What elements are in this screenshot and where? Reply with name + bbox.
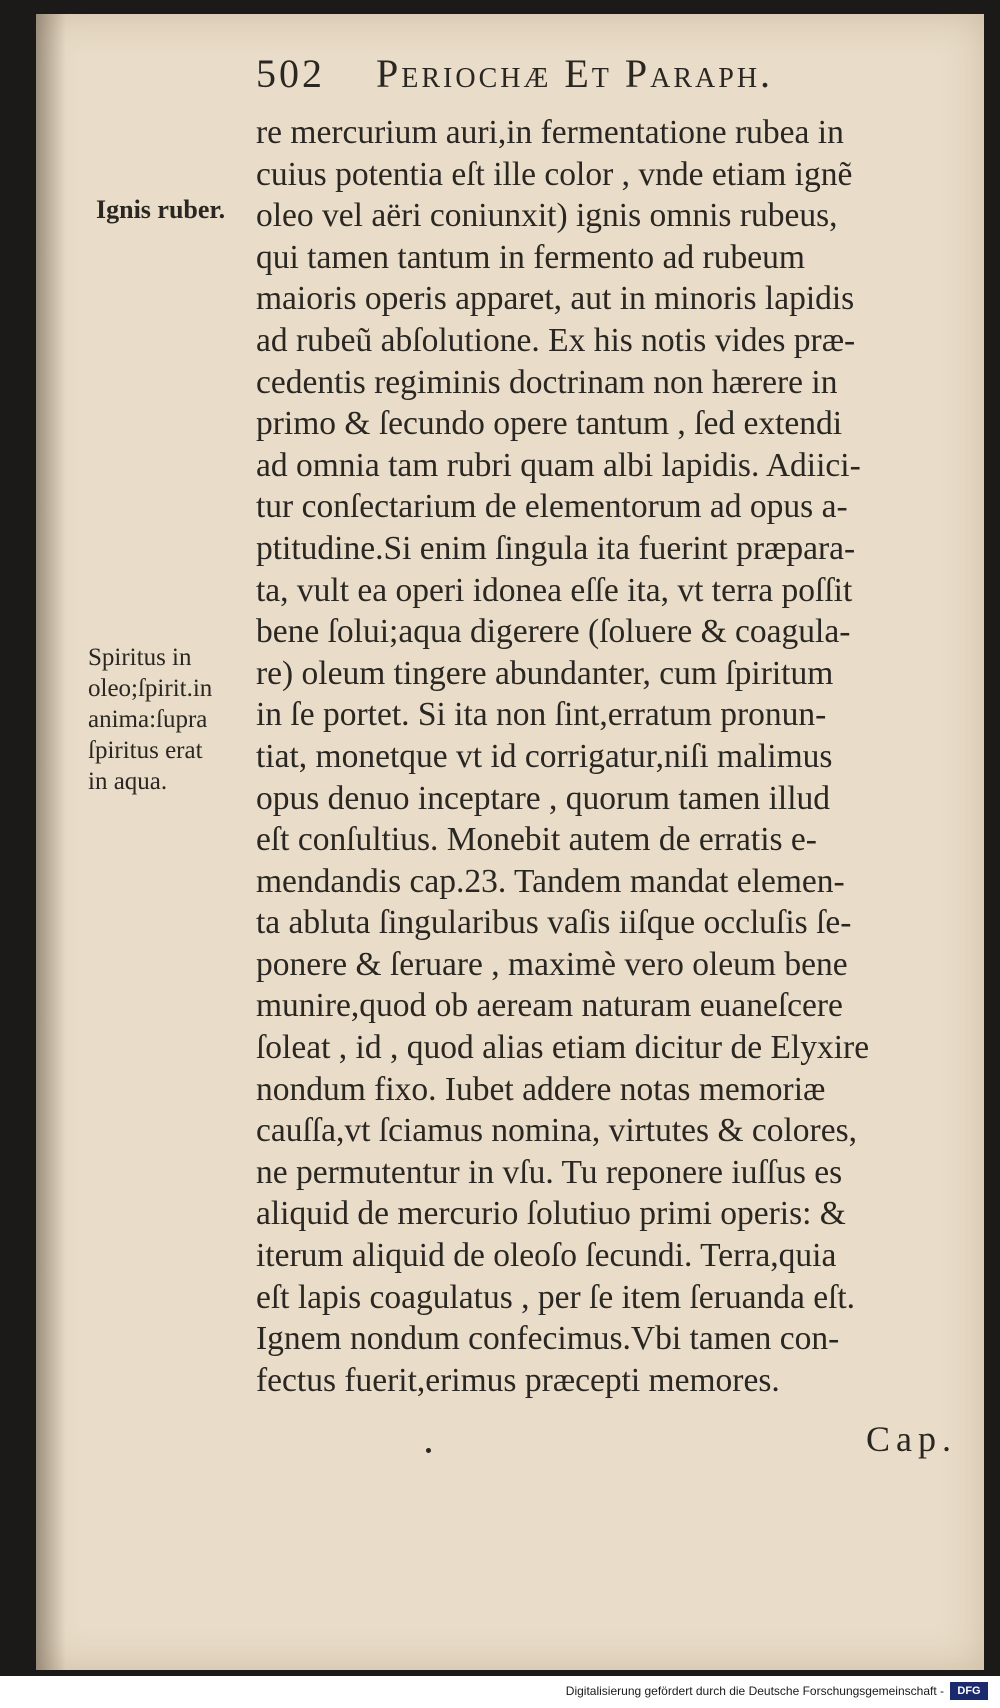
body-line: opus denuo inceptare , quorum tamen illud: [256, 779, 831, 817]
body-line: re mercurium auri,in fermentatione rubea in: [256, 114, 844, 151]
body-line: primo & ſecundo opere tantum , ſed extendi: [256, 405, 843, 443]
footer-credit: Digitalisierung gefördert durch die Deutsche Forschungsgemeinschaft -: [565, 1684, 944, 1698]
marginal-line: oleo;ſpirit.in: [88, 675, 213, 702]
body-line: ne permutentur in vſu. Tu reponere iuſſus es: [256, 1153, 843, 1191]
body-line: ad omnia tam rubri quam albi lapidis. Adiici-: [256, 446, 861, 484]
body-line: ta, vult ea operi idonea eſſe ita, vt terra poſſit: [256, 571, 853, 609]
body-line: ta abluta ſingularibus vaſis iiſque occluſis ſe-: [256, 904, 852, 942]
body-line: qui tamen tantum in fermento ad rubeum: [256, 238, 805, 276]
body-line: in ſe portet. Si ita non ſint,erratum pronun-: [256, 696, 827, 734]
body-line: cedentis regiminis doctrinam non hærere in: [256, 363, 838, 401]
running-title: Periochæ Et Paraph.: [376, 51, 774, 96]
marginal-line: Spiritus in: [88, 644, 192, 671]
body-line: oleo vel aëri coniunxit) ignis omnis rubeus,: [256, 197, 838, 235]
catchword: Cap.: [866, 1419, 957, 1459]
body-line: bene ſolui;aqua digerere (ſoluere & coagula-: [256, 613, 851, 651]
body-text: [256, 112, 956, 1401]
body-line: aliquid de mercurio ſolutiuo primi operis: &: [256, 1195, 846, 1233]
body-line: mendandis cap.23. Tandem mandat elemen-: [256, 862, 845, 900]
body-line: ponere & ſeruare , maximè vero oleum bene: [256, 945, 848, 983]
body-line: re) oleum tingere abundanter, cum ſpiritum: [256, 654, 834, 692]
digitization-footer: [0, 1676, 1000, 1708]
body-line: tur conſectarium de elementorum ad opus a-: [256, 488, 848, 526]
marginal-line: in aqua.: [88, 768, 168, 795]
marginal-note-ignis: [96, 194, 225, 225]
dfg-logo-icon: DFG: [950, 1682, 988, 1700]
body-line: nondum fixo. Iubet addere notas memoriæ: [256, 1070, 826, 1108]
marginal-line: anima:ſupra: [88, 706, 208, 733]
body-line: cauſſa,vt ſciamus nomina, virtutes & colores,: [256, 1112, 857, 1150]
page-number: 502: [256, 51, 325, 96]
marginal-note-spiritus: [88, 642, 212, 797]
body-line: eſt lapis coagulatus , per ſe item ſeruanda eſt.: [256, 1278, 856, 1316]
body-line: maioris operis apparet, aut in minoris lapidis: [256, 280, 855, 318]
marginal-line: Ignis ruber.: [96, 195, 226, 224]
body-line: ſoleat , id , quod alias etiam dicitur de Elyxire: [256, 1029, 870, 1067]
body-line: eſt conſultius. Monebit autem de erratis e-: [256, 821, 817, 859]
body-line: munire,quod ob aeream naturam euaneſcere: [256, 987, 843, 1025]
body-line: Ignem nondum confecimus.Vbi tamen con-: [256, 1320, 840, 1358]
page-header: [256, 50, 936, 106]
body-line: cuius potentia eſt ille color , vnde etiam ignẽ: [256, 155, 853, 193]
body-line: tiat, monetque vt id corrigatur,niſi malimus: [256, 737, 833, 775]
body-line: ptitudine.Si enim ſingula ita fuerint præpara-: [256, 529, 856, 567]
body-line: iterum aliquid de oleoſo ſecundi. Terra,quia: [256, 1237, 837, 1275]
ink-dot: [426, 1448, 431, 1453]
marginal-line: ſpiritus erat: [88, 737, 203, 764]
body-line: ad rubeũ abſolutione. Ex his notis vides præ-: [256, 321, 856, 359]
spine-shadow: [36, 14, 66, 1670]
body-line: fectus fuerit,erimus præcepti memores.: [256, 1361, 780, 1399]
